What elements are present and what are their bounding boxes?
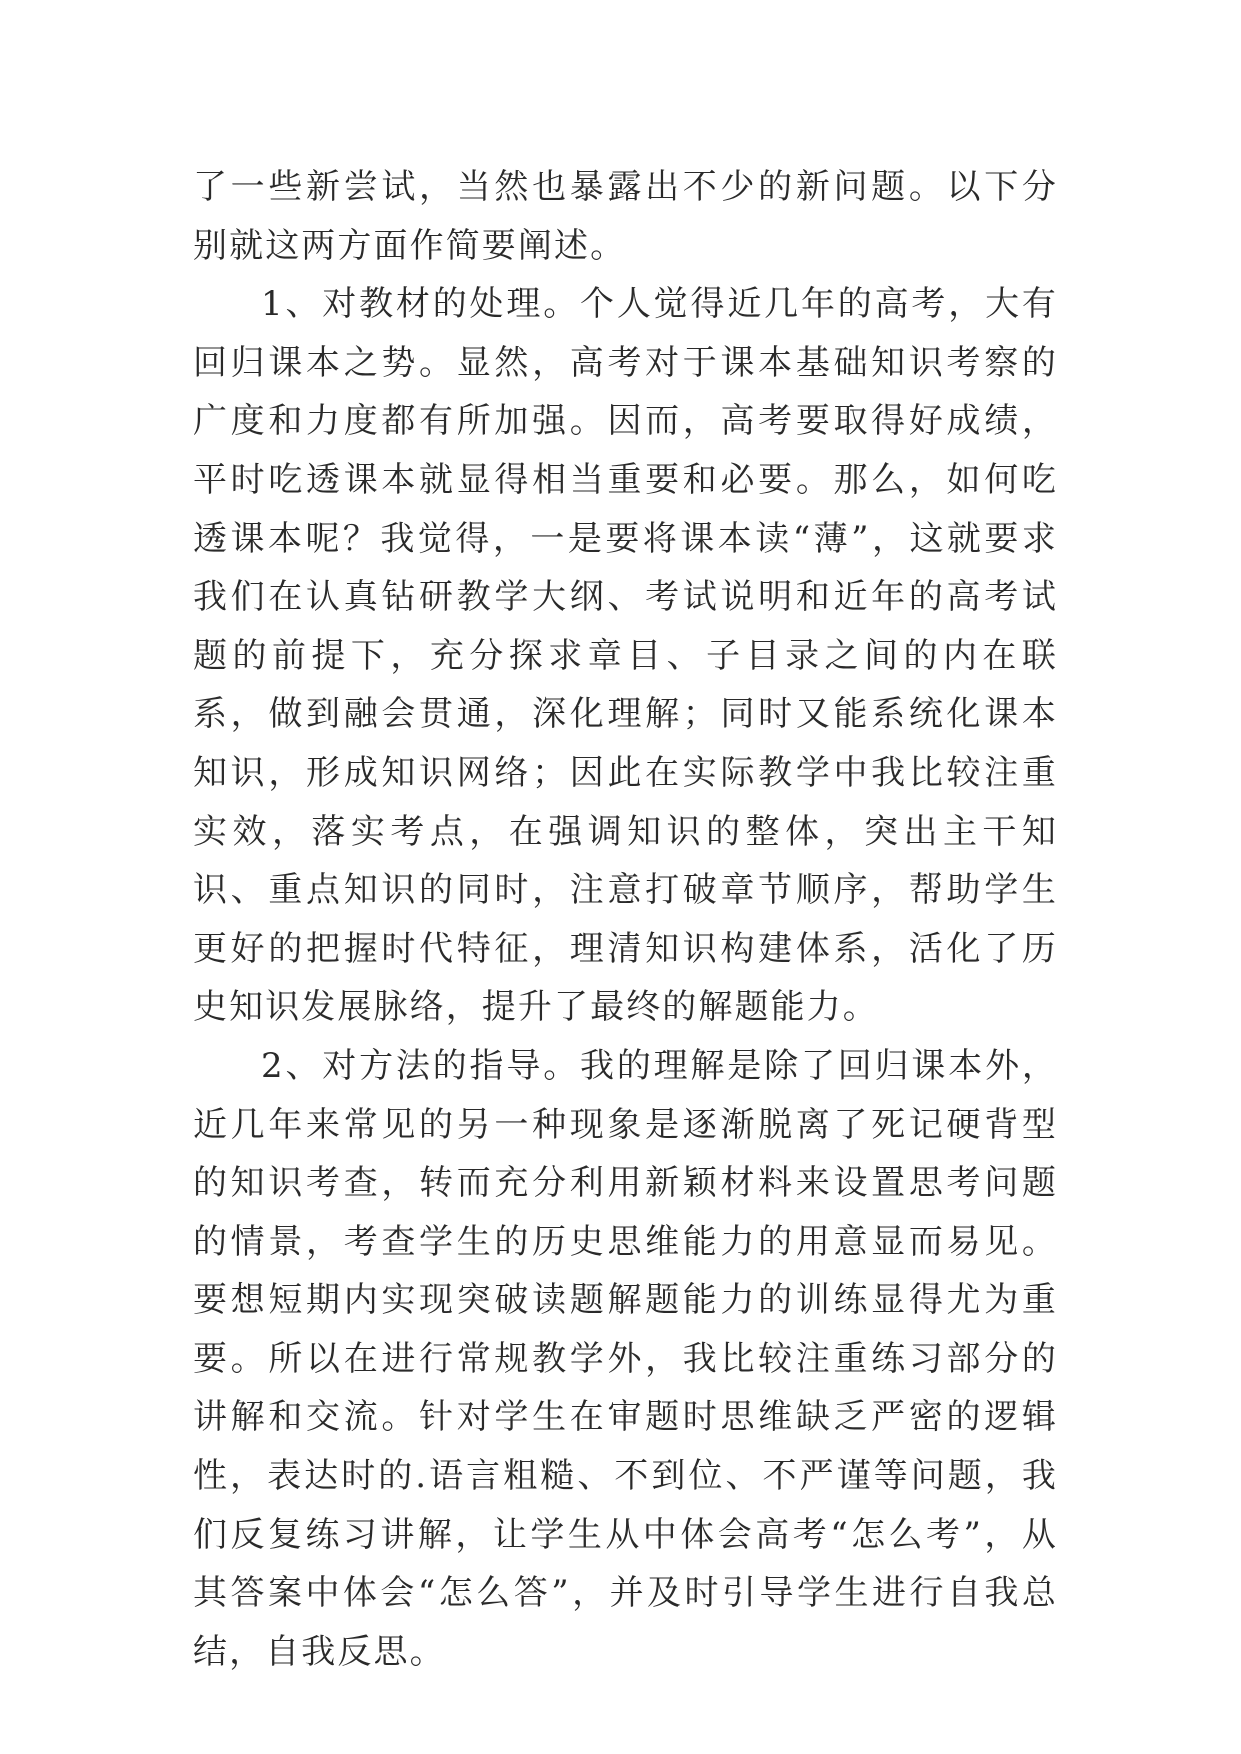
document-body bbox=[193, 158, 1058, 1681]
paragraph-continuation: 了一些新尝试，当然也暴露出不少的新问题。以下分别就这两方面作简要阐述。 bbox=[193, 167, 1058, 266]
paragraph-point-2-method-guidance: 2、对方法的指导。我的理解是除了回归课本外，近几年来常见的另一种现象是逐渐脱离了死记硬背型的知识考查，转而充分利用新颖材料来设置思考问题的情景，考查学生的历史思维能力的用意显而易见。要想短期内实现突破读题解题能力的训练显得尤为重要。所以在进行常规教学外，我比较注重练习部分的讲解和交流。针对学生在审题时思维缺乏严密的逻辑性，表达时的.语言粗糙、不到位、不严谨等问题，我们反复练习讲解，让学生从中体会高考“怎么考”，从其答案中体会“怎么答”，并及时引导学生进行自我总结，自我反思。 bbox=[193, 1045, 1058, 1672]
paragraph-point-1-teaching-materials: 1、对教材的处理。个人觉得近几年的高考，大有回归课本之势。显然，高考对于课本基础知识考察的广度和力度都有所加强。因而，高考要取得好成绩，平时吃透课本就显得相当重要和必要。那么，如何吃透课本呢？我觉得，一是要将课本读“薄”，这就要求我们在认真钻研教学大纲、考试说明和近年的高考试题的前提下，充分探求章目、子目录之间的内在联系，做到融会贯通，深化理解；同时又能系统化课本知识，形成知识网络；因此在实际教学中我比较注重实效，落实考点，在强调知识的整体，突出主干知识、重点知识的同时，注意打破章节顺序，帮助学生更好的把握时代特征，理清知识构建体系，活化了历史知识发展脉络，提升了最终的解题能力。 bbox=[193, 284, 1058, 1028]
